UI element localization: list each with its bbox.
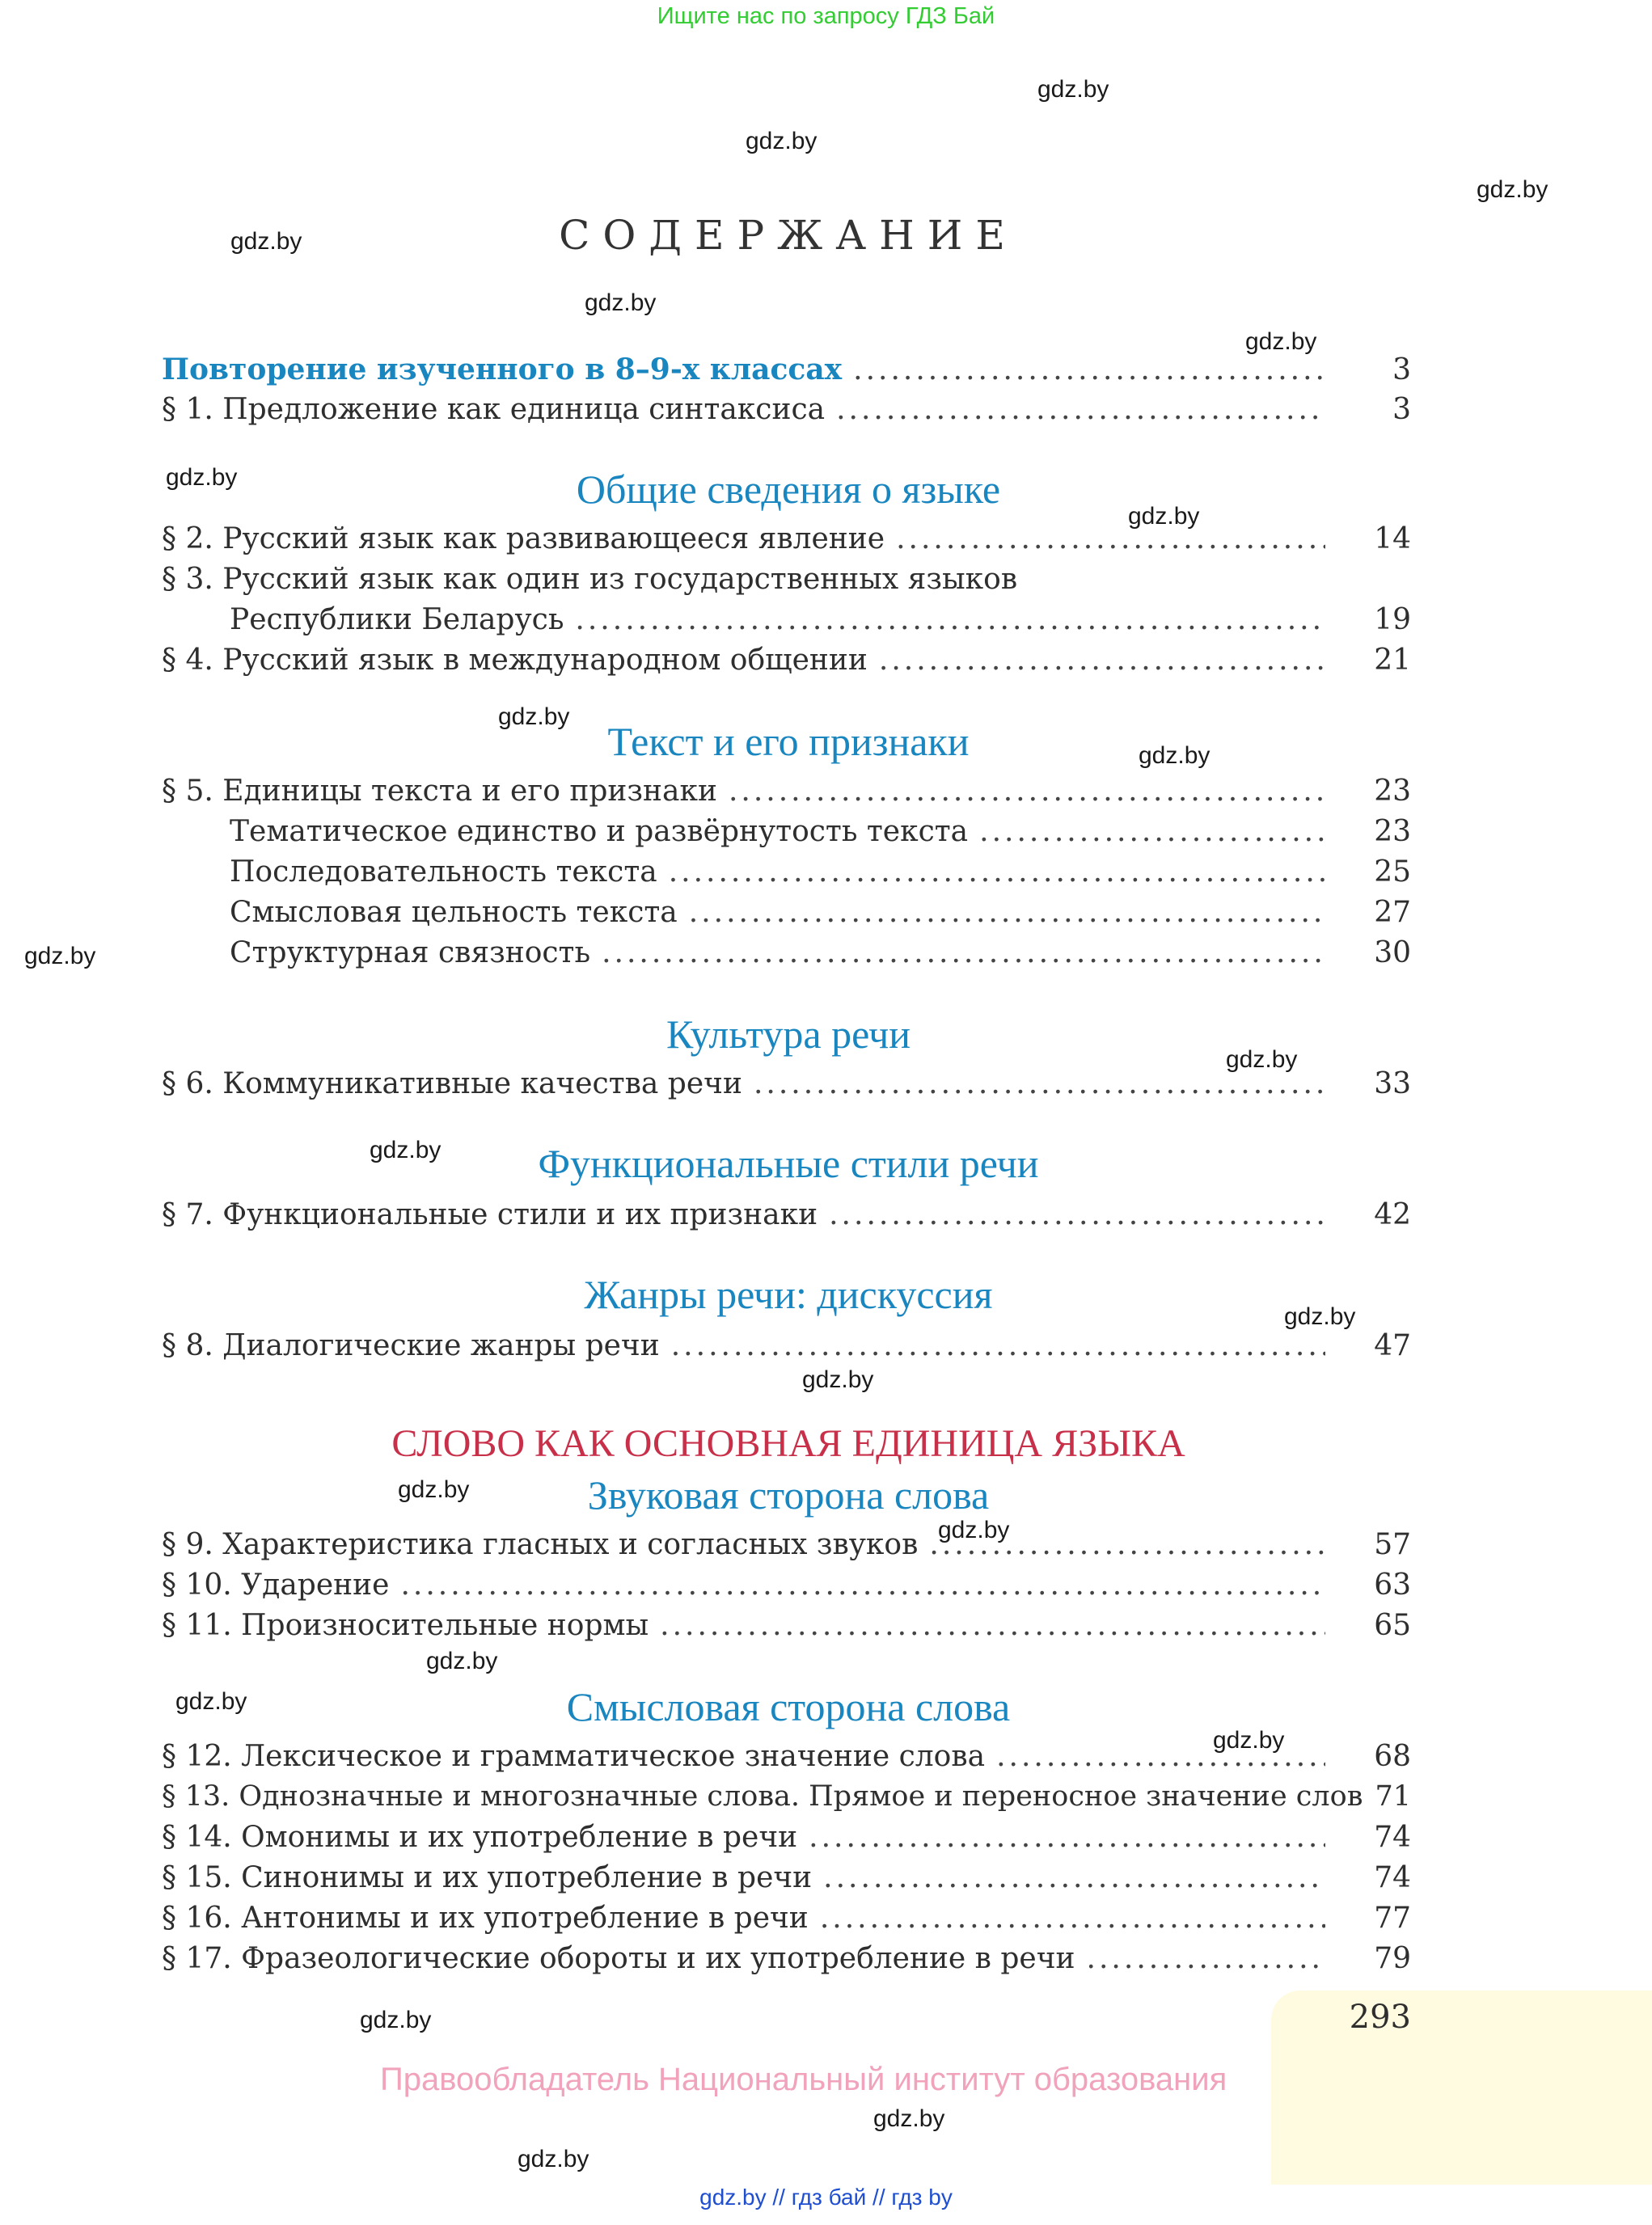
watermark: gdz.by (166, 464, 238, 491)
footer-links[interactable]: gdz.by // гдз бай // гдз by (699, 2185, 953, 2210)
section-heading: СЛОВО КАК ОСНОВНАЯ ЕДИНИЦА ЯЗЫКА (391, 1422, 1185, 1465)
toc-entry-label: Тематическое единство и развёрнутость текста (230, 815, 969, 848)
toc-entry-label: § 14. Омонимы и их употребление в речи (162, 1821, 798, 1854)
toc-leader-dots (853, 353, 1325, 386)
toc-entry-label: § 2. Русский язык как развивающееся явление (162, 522, 885, 555)
toc-entry-label: Повторение изученного в 8–9-х классах (162, 353, 843, 386)
toc-entry-label: § 8. Диалогические жанры речи (162, 1329, 660, 1362)
toc-page-number: 33 (1374, 1067, 1411, 1100)
toc-leader-dots (400, 1568, 1325, 1602)
toc-leader-dots (809, 1821, 1325, 1854)
toc-leader-dots (660, 1609, 1325, 1642)
toc-leader-dots (896, 522, 1325, 555)
toc-entry[interactable] (162, 1609, 1411, 1649)
toc-leader-dots (823, 1861, 1325, 1894)
toc-leader-dots (820, 1902, 1325, 1935)
section-heading: Жанры речи: дискуссия (584, 1272, 993, 1317)
toc-leader-dots (754, 1067, 1325, 1100)
toc-entry[interactable] (162, 353, 1411, 393)
toc-entry-label: § 4. Русский язык в международном общении (162, 644, 868, 677)
toc-entry-label: § 7. Функциональные стили и их признаки (162, 1198, 818, 1231)
section-heading: Текст и его признаки (607, 719, 970, 764)
toc-leader-dots (575, 603, 1325, 636)
toc-page-number: 25 (1374, 855, 1411, 889)
top-banner: Ищите нас по запросу ГДЗ Бай (657, 3, 995, 29)
toc-page-number: 21 (1374, 644, 1411, 677)
toc-page-number: 47 (1374, 1329, 1411, 1362)
toc-entry[interactable] (162, 393, 1411, 433)
toc-entry-label: § 15. Синонимы и их употребление в речи (162, 1861, 813, 1894)
section-heading: Культура речи (666, 1011, 911, 1057)
toc-entry[interactable] (162, 1568, 1411, 1609)
toc-entry-label: Смысловая цельность текста (230, 896, 678, 929)
section-heading: Смысловая сторона слова (566, 1684, 1011, 1729)
toc-leader-dots (602, 936, 1325, 969)
toc-entry-label: Последовательность текста (230, 855, 657, 889)
watermark: gdz.by (518, 2146, 589, 2172)
toc-page-number: 71 (1375, 1780, 1411, 1813)
toc-page-number: 57 (1374, 1528, 1411, 1561)
toc-entry[interactable] (162, 1329, 1411, 1370)
toc-leader-dots (879, 644, 1325, 677)
watermark: gdz.by (230, 228, 302, 255)
toc-page-number: 42 (1374, 1198, 1411, 1231)
toc-entry[interactable] (162, 563, 1411, 603)
watermark: gdz.by (1128, 503, 1200, 530)
watermark: gdz.by (1037, 76, 1109, 103)
watermark: gdz.by (426, 1648, 498, 1674)
rights-notice: Правообладатель Национальный институт образования (380, 2062, 1227, 2097)
toc-entry[interactable] (162, 1821, 1411, 1861)
toc-entry-label: § 10. Ударение (162, 1568, 390, 1602)
toc-leader-dots (689, 896, 1325, 929)
toc-leader-dots (996, 1740, 1325, 1773)
toc-entry[interactable] (162, 775, 1411, 815)
watermark: gdz.by (1477, 176, 1548, 203)
watermark: gdz.by (360, 2007, 432, 2033)
watermark: gdz.by (1284, 1303, 1356, 1330)
toc-entry[interactable] (162, 1902, 1411, 1942)
toc-entry-label: § 12. Лексическое и грамматическое значение слова (162, 1740, 986, 1773)
toc-leader-dots (836, 393, 1325, 426)
toc-entry[interactable] (162, 1740, 1411, 1780)
toc-page-number: 23 (1374, 815, 1411, 848)
section-heading: Звуковая сторона слова (587, 1472, 990, 1518)
toc-entry[interactable] (162, 1528, 1411, 1568)
watermark: gdz.by (938, 1517, 1010, 1543)
toc-page-number: 3 (1392, 393, 1411, 426)
watermark: gdz.by (1245, 328, 1317, 355)
toc-page-number: 65 (1374, 1609, 1411, 1642)
watermark: gdz.by (24, 943, 96, 969)
toc-entry[interactable] (162, 1780, 1411, 1821)
toc-leader-dots (979, 815, 1325, 848)
watermark: gdz.by (175, 1688, 247, 1715)
toc-entry[interactable] (162, 644, 1411, 684)
toc-page-number: 27 (1374, 896, 1411, 929)
watermark: gdz.by (746, 128, 818, 154)
toc-leader-dots (829, 1198, 1325, 1231)
page-number: 293 (1349, 1999, 1411, 2036)
toc-page-number: 74 (1374, 1861, 1411, 1894)
watermark: gdz.by (1139, 742, 1210, 769)
toc-entry[interactable] (162, 936, 1411, 977)
watermark: gdz.by (802, 1366, 874, 1393)
toc-entry-label: Структурная связность (230, 936, 591, 969)
page-title: СОДЕРЖАНИЕ (559, 212, 1018, 259)
toc-entry[interactable] (162, 1942, 1411, 1982)
toc-page-number: 74 (1374, 1821, 1411, 1854)
toc-entry-label: § 5. Единицы текста и его признаки (162, 775, 717, 808)
watermark: gdz.by (873, 2105, 945, 2132)
toc-leader-dots (1087, 1942, 1325, 1975)
toc-entry-label: § 9. Характеристика гласных и согласных звуков (162, 1528, 919, 1561)
toc-page-number: 3 (1392, 353, 1411, 386)
watermark: gdz.by (370, 1137, 442, 1163)
toc-leader-dots (669, 855, 1325, 889)
toc-leader-dots (729, 775, 1325, 808)
toc-page-number: 14 (1374, 522, 1411, 555)
watermark: gdz.by (498, 703, 570, 730)
toc-entry[interactable] (162, 603, 1411, 644)
toc-page-number: 63 (1374, 1568, 1411, 1602)
toc-entry-label: § 16. Антонимы и их употребление в речи (162, 1902, 809, 1935)
section-heading: Функциональные стили речи (538, 1141, 1039, 1186)
toc-leader-dots (929, 1528, 1325, 1561)
toc-entry-label: § 17. Фразеологические обороты и их употребление в речи (162, 1942, 1075, 1975)
watermark: gdz.by (1213, 1727, 1285, 1754)
toc-entry-label: § 13. Однозначные и многозначные слова. Прямое и переносное значение слов (162, 1780, 1363, 1813)
toc-entry[interactable] (162, 896, 1411, 936)
toc-leader-dots (671, 1329, 1325, 1362)
toc-entry-label: § 3. Русский язык как один из государственных языков (162, 563, 1018, 596)
toc-entry-label: Республики Беларусь (230, 603, 564, 636)
toc-entry-label: § 6. Коммуникативные качества речи (162, 1067, 742, 1100)
watermark: gdz.by (585, 289, 657, 316)
toc-entry[interactable] (162, 815, 1411, 855)
toc-entry[interactable] (162, 1198, 1411, 1239)
toc-entry-label: § 11. Произносительные нормы (162, 1609, 649, 1642)
watermark: gdz.by (398, 1476, 470, 1503)
toc-entry[interactable] (162, 522, 1411, 563)
toc-page-number: 30 (1374, 936, 1411, 969)
toc-page-number: 79 (1374, 1942, 1411, 1975)
watermark: gdz.by (1226, 1046, 1298, 1073)
toc-entry-label: § 1. Предложение как единица синтаксиса (162, 393, 826, 426)
toc-page-number: 23 (1374, 775, 1411, 808)
toc-page-number: 68 (1374, 1740, 1411, 1773)
toc-page-number: 19 (1374, 603, 1411, 636)
toc-entry[interactable] (162, 1861, 1411, 1902)
toc-page-number: 77 (1374, 1902, 1411, 1935)
section-heading: Общие сведения о языке (576, 467, 1001, 512)
toc-entry[interactable] (162, 855, 1411, 896)
toc-entry[interactable] (162, 1067, 1411, 1108)
